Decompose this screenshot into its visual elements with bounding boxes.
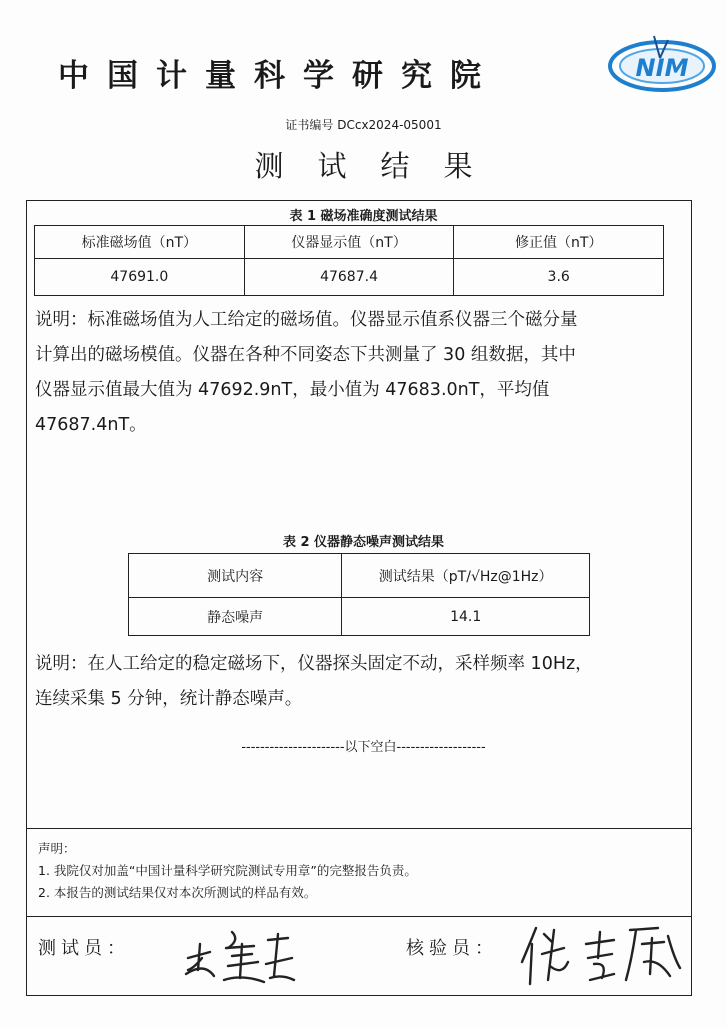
document-title: 测试结果 [254,149,507,183]
table1-header: 标准磁场值（nT） [35,226,245,259]
table1-cell: 47687.4 [244,259,454,296]
table2-header: 测试内容 [129,554,342,598]
declaration [38,838,417,904]
table1-header: 修正值（nT） [454,226,664,259]
note1-line: 说明：标准磁场值为人工给定的磁场值。仪器显示值系仪器三个磁分量 [35,310,578,330]
institute-name: 中国计量科学研究院 [58,58,499,94]
declaration-item: 2. 本报告的测试结果仅对本次所测试的样品有效。 [38,885,317,900]
table2-caption: 表 2 仪器静态噪声测试结果 [282,535,445,550]
nim-logo-icon [606,32,718,94]
divider [26,828,692,829]
checker-signature-icon [518,918,686,996]
table1-caption: 表 1 磁场准确度测试结果 [289,209,438,224]
note1-paragraph [35,303,685,443]
table-header-row [129,554,590,598]
declaration-item: 1. 我院仅对加盖“中国计量科学研究院测试专用章”的完整报告负责。 [38,863,417,878]
table1-cell: 47691.0 [35,259,245,296]
table1-header: 仪器显示值（nT） [244,226,454,259]
certificate-number: 证书编号 DCcx2024-05001 [285,118,442,132]
checker-label: 核验员： [406,938,498,959]
table-row [35,259,664,296]
declaration-title: 声明： [38,841,76,856]
table2 [128,553,590,636]
table2-header: 测试结果（pT/√Hz@1Hz） [342,554,590,598]
note2-line: 连续采集 5 分钟，统计静态噪声。 [35,689,303,709]
note1-line: 47687.4nT。 [35,415,147,435]
divider [26,916,692,917]
note1-line: 仪器显示值最大值为 47692.9nT，最小值为 47683.0nT，平均值 [35,380,550,400]
table2-cell: 静态噪声 [129,598,342,636]
table-row [129,598,590,636]
table2-cell: 14.1 [342,598,590,636]
note1-line: 计算出的磁场模值。仪器在各种不同姿态下共测量了 30 组数据，其中 [35,345,576,365]
tester-signature-icon [180,918,310,990]
note2-line: 说明：在人工给定的稳定磁场下，仪器探头固定不动，采样频率 10Hz， [35,654,593,674]
blank-below-marker: ----------------------以下空白------------------- [241,740,486,755]
table1-cell: 3.6 [454,259,664,296]
tester-label: 测试员： [38,938,130,959]
table1 [34,225,664,296]
logo-text: NIM [635,54,689,82]
note2-paragraph [35,647,685,717]
table-header-row [35,226,664,259]
